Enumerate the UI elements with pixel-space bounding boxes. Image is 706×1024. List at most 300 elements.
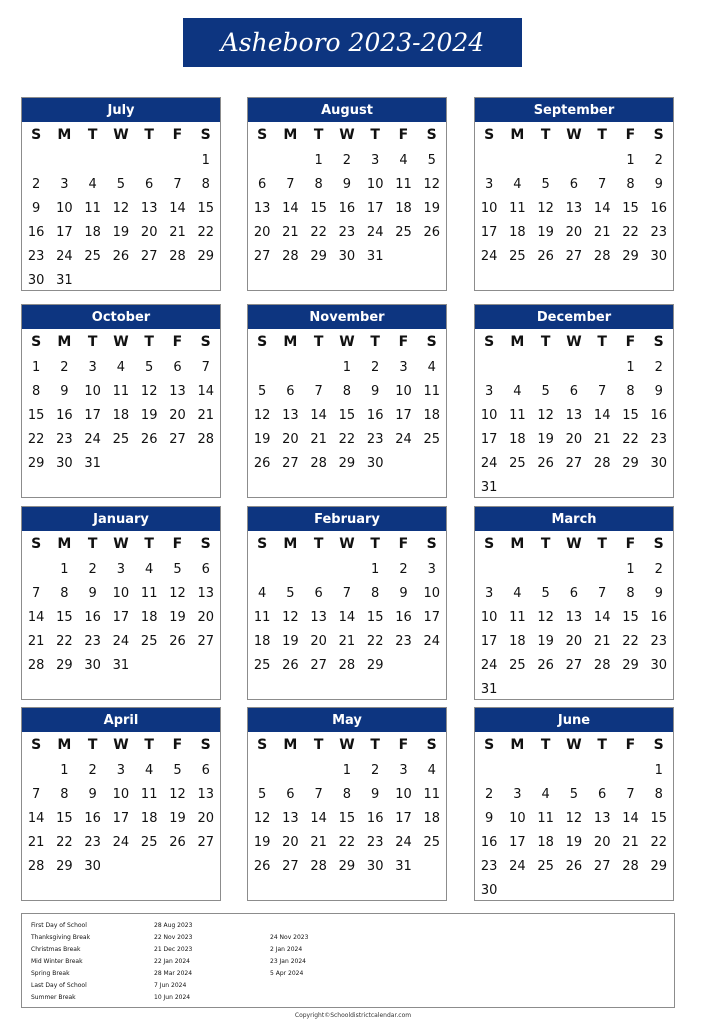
day-cell: 9: [654, 383, 663, 399]
weekday-label: S: [426, 127, 437, 143]
day-cell: 27: [253, 248, 271, 264]
day-cell: 2: [399, 561, 408, 577]
day-cell: 4: [513, 585, 522, 601]
event-row: [31, 968, 661, 980]
day-cell: 21: [310, 431, 327, 447]
day-cell: 3: [88, 359, 97, 375]
day-cell: [135, 653, 163, 677]
month-april: [21, 707, 221, 901]
weekday-label: S: [257, 737, 268, 753]
day-cell: 15: [650, 810, 667, 826]
week-row: [22, 758, 220, 782]
day-cell: 19: [537, 431, 554, 447]
day-cell: [588, 878, 616, 902]
event-name: Christmas Break: [31, 946, 81, 953]
week-row: [248, 605, 446, 629]
weekday-label: F: [172, 737, 183, 753]
day-cell: 26: [282, 657, 299, 673]
day-cell: 18: [84, 224, 101, 240]
day-cell: 13: [197, 585, 214, 601]
day-cell: 21: [310, 834, 327, 850]
day-cell: 19: [423, 200, 440, 216]
week-row: [475, 581, 673, 605]
day-cell: 18: [395, 200, 412, 216]
week-row: [22, 605, 220, 629]
day-cell: 1: [60, 561, 69, 577]
day-cell: 23: [480, 858, 498, 874]
day-cell: 20: [140, 224, 158, 240]
day-cell: 15: [27, 407, 45, 423]
day-cell: 22: [366, 633, 384, 649]
day-cell: 2: [60, 359, 69, 375]
week-row: [475, 830, 673, 854]
day-cell: 21: [27, 834, 45, 850]
week-row: [475, 629, 673, 653]
day-cell: 23: [650, 224, 667, 240]
day-cell: 14: [310, 810, 327, 826]
day-cell: 2: [88, 561, 97, 577]
day-cell: 1: [342, 359, 352, 375]
day-cell: 18: [140, 609, 158, 625]
weekday-label: T: [597, 536, 607, 552]
day-cell: 20: [253, 224, 271, 240]
weekday-label: F: [398, 334, 409, 350]
day-cell: 25: [509, 657, 526, 673]
day-cell: 12: [253, 810, 271, 826]
month-name: July: [22, 98, 220, 122]
day-cell: 25: [112, 431, 130, 447]
day-cell: [475, 758, 503, 782]
day-cell: [588, 758, 616, 782]
weekday-label: W: [339, 334, 355, 350]
day-cell: 19: [169, 810, 186, 826]
weekday-label: S: [31, 737, 42, 753]
day-cell: 15: [56, 810, 73, 826]
day-cell: 8: [626, 383, 635, 399]
day-cell: 15: [622, 407, 639, 423]
day-cell: 19: [565, 834, 583, 850]
month-name: June: [475, 708, 673, 732]
day-cell: 30: [84, 657, 101, 673]
weekday-label: S: [484, 536, 495, 552]
day-cell: 9: [654, 585, 663, 601]
day-cell: 6: [598, 786, 607, 802]
day-cell: 17: [56, 224, 73, 240]
day-cell: 17: [395, 810, 412, 826]
day-cell: 19: [112, 224, 130, 240]
day-cell: 13: [282, 407, 299, 423]
event-end-date: 24 Nov 2023: [270, 934, 309, 941]
weekday-header-row: [248, 531, 446, 557]
weekday-label: S: [200, 737, 211, 753]
day-cell: 15: [338, 407, 356, 423]
day-cell: 31: [480, 681, 498, 697]
day-cell: 26: [537, 455, 554, 471]
day-cell: 2: [31, 176, 41, 192]
day-cell: 14: [282, 200, 299, 216]
event-row: [31, 920, 661, 932]
calendar-title-bar: [183, 18, 522, 67]
month-september: [474, 97, 674, 291]
day-cell: [135, 854, 163, 878]
weekday-label: S: [653, 334, 664, 350]
weekday-label: S: [257, 334, 268, 350]
weekday-header-row: [475, 531, 673, 557]
weekday-label: W: [339, 536, 355, 552]
day-cell: 11: [112, 383, 130, 399]
day-cell: 24: [56, 248, 73, 264]
day-cell: 8: [342, 383, 352, 399]
weekday-label: S: [426, 334, 437, 350]
day-cell: 16: [650, 609, 667, 625]
weekday-label: M: [283, 737, 298, 753]
day-cell: 8: [342, 786, 352, 802]
weekday-label: T: [87, 737, 98, 753]
weekday-label: F: [398, 127, 409, 143]
day-cell: 26: [537, 248, 554, 264]
week-row: [475, 244, 673, 268]
day-cell: 30: [480, 882, 498, 898]
week-row: [248, 403, 446, 427]
weekday-label: F: [398, 536, 409, 552]
day-cell: 23: [56, 431, 73, 447]
week-row: [248, 172, 446, 196]
day-cell: 17: [509, 834, 526, 850]
day-cell: 3: [399, 762, 408, 778]
day-cell: 17: [112, 609, 130, 625]
week-row: [22, 244, 220, 268]
day-cell: 14: [197, 383, 214, 399]
day-cell: 8: [654, 786, 663, 802]
day-cell: 5: [541, 585, 550, 601]
weekday-label: T: [313, 127, 324, 143]
weekday-label: M: [510, 334, 525, 350]
day-cell: 28: [27, 858, 45, 874]
day-cell: [616, 677, 644, 701]
month-july: [21, 97, 221, 291]
day-cell: 18: [253, 633, 271, 649]
week-row: [475, 475, 673, 499]
weekday-label: F: [172, 127, 183, 143]
day-cell: 20: [282, 834, 299, 850]
week-row: [22, 268, 220, 292]
day-cell: 13: [593, 810, 611, 826]
day-cell: 27: [282, 455, 299, 471]
day-cell: [645, 677, 673, 701]
day-cell: [107, 268, 135, 292]
day-cell: [107, 854, 135, 878]
day-cell: [107, 148, 135, 172]
weekday-label: T: [87, 127, 98, 143]
day-cell: 20: [565, 633, 583, 649]
day-cell: [560, 355, 588, 379]
day-cell: 24: [84, 431, 101, 447]
day-cell: 10: [395, 786, 412, 802]
day-cell: 29: [56, 858, 73, 874]
day-cell: 4: [513, 383, 522, 399]
day-cell: 22: [650, 834, 667, 850]
week-row: [475, 806, 673, 830]
day-cell: 14: [27, 609, 45, 625]
day-cell: 23: [27, 248, 45, 264]
day-cell: 13: [565, 609, 583, 625]
day-cell: 28: [310, 455, 327, 471]
day-cell: [135, 268, 163, 292]
day-cell: 28: [27, 657, 45, 673]
day-cell: 24: [366, 224, 384, 240]
day-cell: [503, 557, 531, 581]
week-row: [22, 451, 220, 475]
weekday-label: W: [339, 127, 355, 143]
day-cell: 20: [593, 834, 611, 850]
day-cell: 9: [654, 176, 663, 192]
event-row: [31, 956, 661, 968]
day-cell: 12: [140, 383, 158, 399]
weekday-label: F: [398, 737, 409, 753]
month-name: November: [248, 305, 446, 329]
day-cell: 14: [310, 407, 327, 423]
event-row: [31, 992, 661, 1004]
day-cell: 4: [257, 585, 267, 601]
day-cell: 12: [565, 810, 583, 826]
day-cell: [163, 268, 191, 292]
day-cell: 10: [84, 383, 101, 399]
day-cell: 3: [371, 152, 380, 168]
day-cell: 30: [338, 248, 356, 264]
day-cell: 2: [342, 152, 352, 168]
day-cell: 27: [197, 834, 214, 850]
week-row: [475, 758, 673, 782]
weekday-label: S: [257, 536, 268, 552]
day-cell: 4: [427, 359, 436, 375]
day-cell: 13: [253, 200, 271, 216]
day-cell: 19: [169, 609, 186, 625]
weekday-label: S: [426, 536, 437, 552]
day-cell: 10: [480, 200, 498, 216]
day-cell: [588, 355, 616, 379]
day-cell: 19: [140, 407, 158, 423]
day-cell: 22: [338, 431, 356, 447]
weekday-label: W: [566, 334, 582, 350]
day-cell: 29: [27, 455, 45, 471]
day-cell: 16: [650, 200, 667, 216]
day-cell: 29: [56, 657, 73, 673]
day-cell: 26: [253, 455, 271, 471]
day-cell: 10: [423, 585, 440, 601]
event-start-date: 7 Jun 2024: [154, 982, 187, 989]
day-cell: 6: [569, 585, 579, 601]
day-cell: 31: [366, 248, 384, 264]
day-cell: 9: [484, 810, 494, 826]
event-start-date: 28 Aug 2023: [154, 922, 193, 929]
day-cell: 15: [622, 200, 639, 216]
day-cell: 15: [197, 200, 214, 216]
day-cell: [560, 677, 588, 701]
week-row: [22, 557, 220, 581]
day-cell: 9: [31, 200, 41, 216]
weekday-label: S: [426, 737, 437, 753]
day-cell: 20: [169, 407, 186, 423]
weekday-label: S: [257, 127, 268, 143]
day-cell: 22: [27, 431, 45, 447]
weekday-header-row: [248, 329, 446, 355]
day-cell: 18: [112, 407, 130, 423]
day-cell: 13: [565, 407, 583, 423]
day-cell: 22: [310, 224, 327, 240]
weekday-label: T: [87, 334, 98, 350]
event-name: Summer Break: [31, 994, 76, 1001]
day-cell: 15: [338, 810, 356, 826]
weekday-header-row: [248, 122, 446, 148]
weekday-header-row: [475, 732, 673, 758]
day-cell: 7: [31, 585, 41, 601]
weekday-label: M: [510, 127, 525, 143]
day-cell: 28: [338, 657, 356, 673]
day-cell: 4: [399, 152, 408, 168]
month-march: [474, 506, 674, 700]
day-cell: 31: [84, 455, 101, 471]
day-cell: 28: [310, 858, 327, 874]
day-cell: 30: [84, 858, 101, 874]
day-cell: 30: [27, 272, 45, 288]
day-cell: 25: [253, 657, 271, 673]
day-cell: 18: [423, 810, 440, 826]
day-cell: 4: [116, 359, 126, 375]
day-cell: [588, 557, 616, 581]
day-cell: 4: [145, 561, 154, 577]
day-cell: 27: [197, 633, 214, 649]
day-cell: 24: [480, 248, 498, 264]
weekday-label: S: [200, 536, 211, 552]
month-name: January: [22, 507, 220, 531]
day-cell: 29: [622, 455, 639, 471]
week-row: [22, 854, 220, 878]
weekday-label: T: [540, 127, 551, 143]
week-row: [475, 355, 673, 379]
day-cell: 24: [395, 834, 412, 850]
day-cell: 26: [169, 834, 186, 850]
day-cell: 23: [366, 834, 384, 850]
day-cell: 25: [395, 224, 412, 240]
day-cell: 23: [650, 633, 667, 649]
month-name: September: [475, 98, 673, 122]
day-cell: 15: [366, 609, 384, 625]
day-cell: 7: [598, 176, 607, 192]
week-row: [248, 451, 446, 475]
day-cell: 27: [565, 455, 583, 471]
week-row: [248, 148, 446, 172]
weekday-label: S: [200, 334, 211, 350]
day-cell: [50, 148, 78, 172]
day-cell: 20: [197, 609, 214, 625]
weekday-label: T: [540, 334, 551, 350]
day-cell: 2: [654, 561, 663, 577]
week-row: [248, 196, 446, 220]
month-name: December: [475, 305, 673, 329]
day-cell: 11: [140, 585, 158, 601]
day-cell: 25: [423, 431, 440, 447]
day-cell: 5: [541, 176, 550, 192]
day-cell: 1: [371, 561, 380, 577]
day-cell: 7: [201, 359, 210, 375]
day-cell: 5: [173, 762, 182, 778]
week-row: [248, 830, 446, 854]
week-row: [475, 782, 673, 806]
day-cell: 24: [112, 633, 130, 649]
week-row: [248, 355, 446, 379]
day-cell: [248, 758, 276, 782]
weekday-label: T: [144, 536, 154, 552]
week-row: [248, 427, 446, 451]
day-cell: 3: [484, 585, 494, 601]
event-name: Mid Winter Break: [31, 958, 83, 965]
day-cell: [616, 475, 644, 499]
day-cell: [588, 148, 616, 172]
day-cell: [276, 355, 304, 379]
day-cell: 4: [145, 762, 154, 778]
weekday-header-row: [22, 732, 220, 758]
day-cell: 27: [565, 657, 583, 673]
weekday-label: W: [113, 536, 129, 552]
day-cell: 17: [480, 633, 498, 649]
day-cell: 7: [598, 383, 607, 399]
day-cell: 7: [286, 176, 295, 192]
weekday-label: S: [31, 127, 42, 143]
day-cell: 27: [169, 431, 186, 447]
weekday-label: T: [597, 737, 607, 753]
day-cell: 19: [537, 633, 554, 649]
week-row: [248, 379, 446, 403]
day-cell: 21: [622, 834, 639, 850]
day-cell: 14: [593, 200, 611, 216]
week-row: [475, 677, 673, 701]
day-cell: 6: [257, 176, 267, 192]
weekday-label: T: [370, 334, 380, 350]
week-row: [22, 427, 220, 451]
day-cell: 26: [169, 633, 186, 649]
day-cell: [389, 653, 417, 677]
weekday-label: W: [566, 127, 582, 143]
day-cell: 30: [56, 455, 73, 471]
week-row: [248, 653, 446, 677]
month-october: [21, 304, 221, 498]
week-row: [22, 806, 220, 830]
day-cell: 26: [112, 248, 130, 264]
day-cell: 5: [541, 383, 550, 399]
day-cell: [560, 475, 588, 499]
day-cell: 25: [84, 248, 101, 264]
weekday-header-row: [22, 122, 220, 148]
week-row: [22, 653, 220, 677]
month-name: October: [22, 305, 220, 329]
day-cell: [503, 148, 531, 172]
day-cell: 21: [282, 224, 299, 240]
month-name: August: [248, 98, 446, 122]
day-cell: 9: [88, 585, 97, 601]
week-row: [22, 581, 220, 605]
day-cell: 31: [480, 479, 498, 495]
event-start-date: 28 Mar 2024: [154, 970, 193, 977]
day-cell: 10: [112, 585, 130, 601]
day-cell: [418, 451, 446, 475]
day-cell: 14: [622, 810, 639, 826]
event-name: First Day of School: [31, 922, 87, 929]
day-cell: 18: [537, 834, 554, 850]
weekday-label: M: [510, 536, 525, 552]
day-cell: 2: [88, 762, 97, 778]
day-cell: 1: [60, 762, 69, 778]
day-cell: 11: [395, 176, 412, 192]
